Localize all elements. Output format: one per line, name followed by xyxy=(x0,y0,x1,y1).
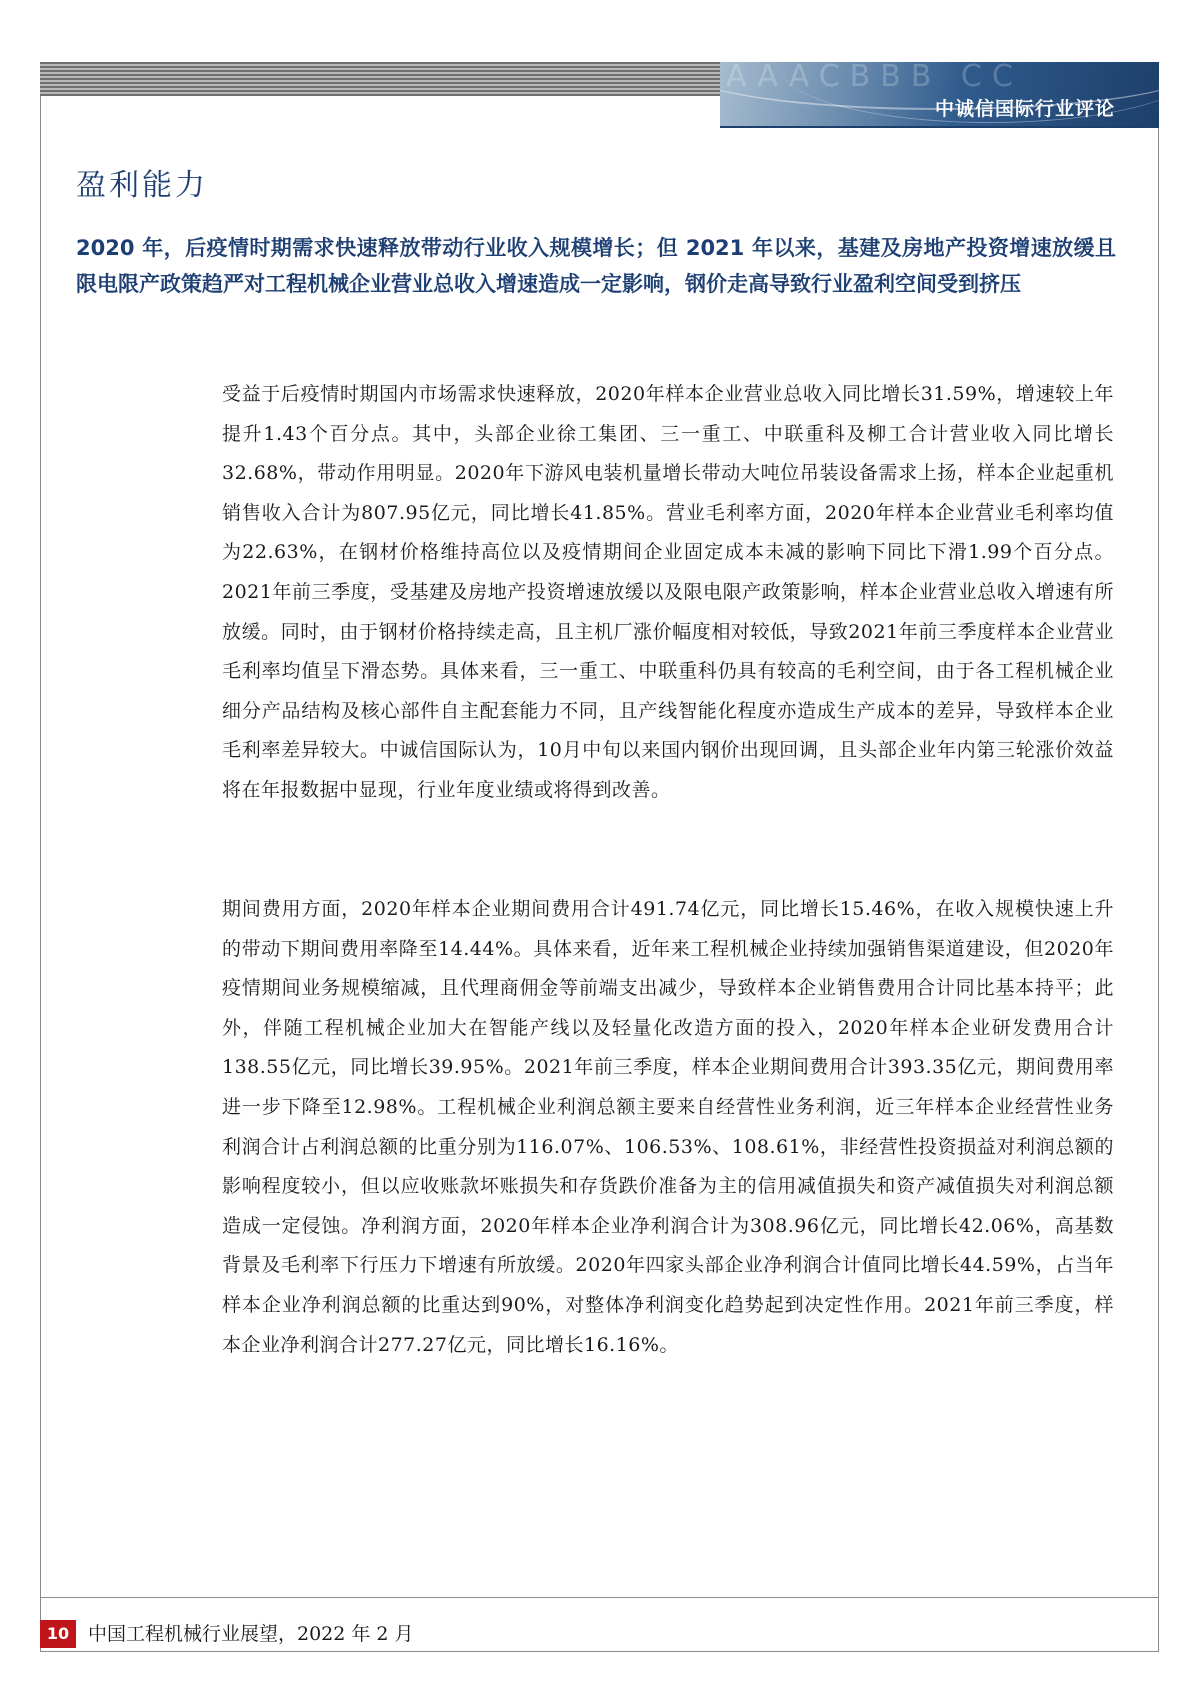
banner-glyph-pattern: AAACBBB CC xyxy=(726,62,1023,94)
page-frame-bottom xyxy=(40,1651,1159,1652)
body-paragraph: 期间费用方面，2020年样本企业期间费用合计491.74亿元，同比增长15.46%，在收入规模快速上升的带动下期间费用率降至14.44%。具体来看，近年来工程机械企业持续加强销售渠道建设，但2020年疫情期间业务规模缩减，且代理商佣金等前端支出减少，导致样本企业销售费用合计同比基本持平；此外，伴随工程机械企业加大在智能产线以及轻量化改造方面的投入，2020年样本企业研发费用合计138.55亿元，同比增长39.95%。2021年前三季度，样本企业期间费用合计393.35亿元，期间费用率进一步下降至12.98%。工程机械企业利润总额主要来自经营性业务利润，近三年样本企业经营性业务利润合计占利润总额的比重分别为116.07%、106.53%、108.61%，非经营性投资损益对利润总额的影响程度较小，但以应收账款坏账损失和存货跌价准备为主的信用减值损失和资产减值损失对利润总额造成一定侵蚀。净利润方面，2020年样本企业净利润合计为308.96亿元，同比增长42.06%，高基数背景及毛利率下行压力下增速有所放缓。2020年四家头部企业净利润合计值同比增长44.59%，占当年样本企业净利润总额的比重达到90%，对整体净利润变化趋势起到决定性作用。2021年前三季度，样本企业净利润合计277.27亿元，同比增长16.16%。 xyxy=(222,898,1114,1356)
page-number: 10 xyxy=(40,1620,76,1648)
header-title: 中诚信国际行业评论 xyxy=(934,98,1115,120)
page-frame-right xyxy=(1158,62,1159,1652)
header-banner xyxy=(720,62,1159,126)
section-subtitle: 2020 年，后疫情时期需求快速释放带动行业收入规模增长；但 2021 年以来，基建及房地产投资增速放缓且限电限产政策趋严对工程机械企业营业总收入增速造成一定影响，钢价走高导致行业盈利空间受到挤压 xyxy=(76,236,1116,296)
header-underline xyxy=(720,126,1159,128)
section-title: 盈利能力 xyxy=(76,168,208,203)
body-paragraph: 受益于后疫情时期国内市场需求快速释放，2020年样本企业营业总收入同比增长31.59%，增速较上年提升1.43个百分点。其中，头部企业徐工集团、三一重工、中联重科及柳工合计营业收入同比增长32.68%，带动作用明显。2020年下游风电装机量增长带动大吨位吊装设备需求上扬，样本企业起重机销售收入合计为807.95亿元，同比增长41.85%。营业毛利率方面，2020年样本企业营业毛利率均值为22.63%，在钢材价格维持高位以及疫情期间企业固定成本未减的影响下同比下滑1.99个百分点。2021年前三季度，受基建及房地产投资增速放缓以及限电限产政策影响，样本企业营业总收入增速有所放缓。同时，由于钢材价格持续走高，且主机厂涨价幅度相对较低，导致2021年前三季度样本企业营业毛利率均值呈下滑态势。具体来看，三一重工、中联重科仍具有较高的毛利空间，由于各工程机械企业细分产品结构及核心部件自主配套能力不同，且产线智能化程度亦造成生产成本的差异，导致样本企业毛利率差异较大。中诚信国际认为，10月中旬以来国内钢价出现回调，且头部企业年内第三轮涨价效益将在年报数据中显现，行业年度业绩或将得到改善。 xyxy=(222,383,1114,801)
footer-divider xyxy=(40,1597,1159,1598)
page-frame-left xyxy=(40,62,41,1652)
header-stripes xyxy=(40,62,720,96)
footer-publication: 中国工程机械行业展望，2022 年 2 月 xyxy=(88,1623,414,1645)
